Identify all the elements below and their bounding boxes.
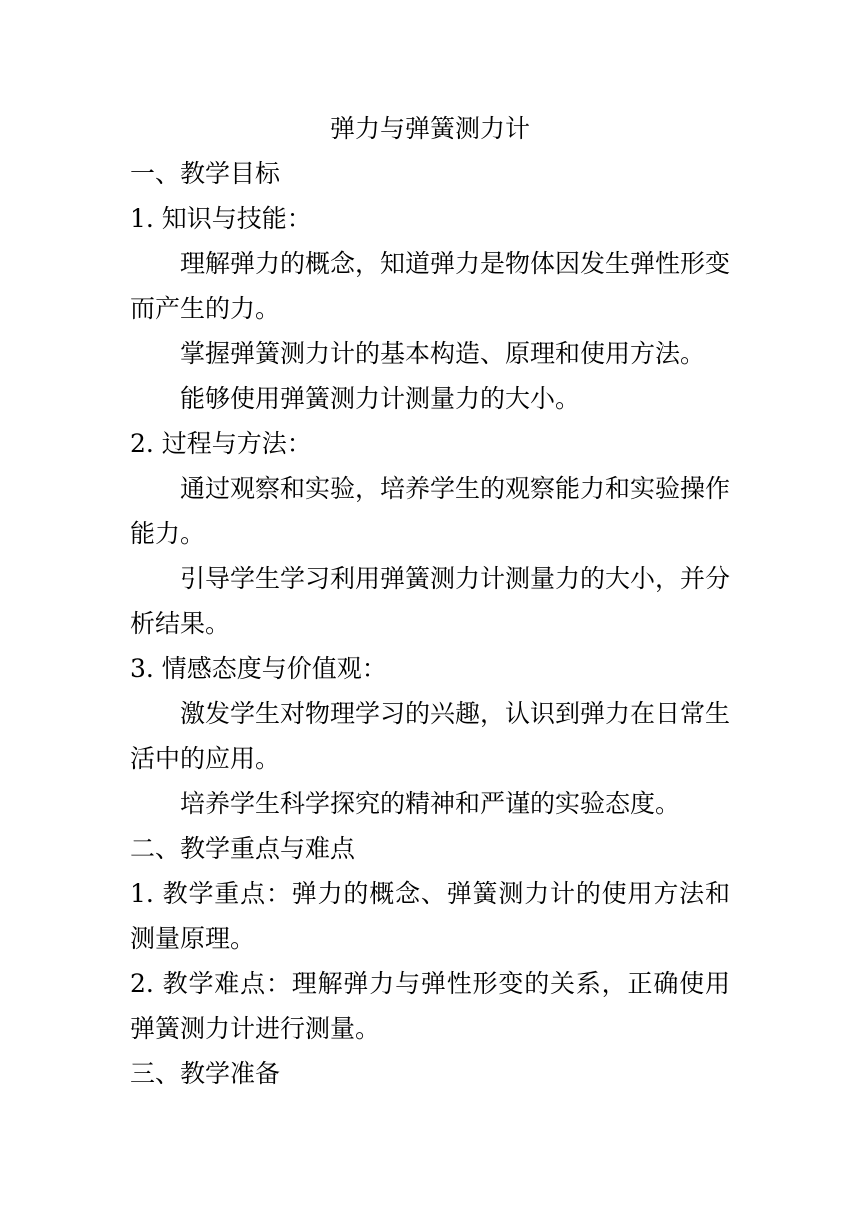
- objective-paragraph: 理解弹力的概念，知道弹力是物体因发生弹性形变而产生的力。: [130, 249, 731, 323]
- section-heading-objectives: 一、教学目标: [130, 159, 281, 188]
- objective-label-knowledge: 1. 知识与技能：: [130, 204, 312, 233]
- section-heading-key-points: 二、教学重点与难点: [130, 834, 356, 863]
- document-body: [130, 106, 730, 1096]
- document-title: 弹力与弹簧测力计: [329, 114, 530, 143]
- objective-label-attitude: 3. 情感态度与价值观：: [130, 654, 387, 683]
- objective-paragraph: 通过观察和实验，培养学生的观察能力和实验操作能力。: [130, 474, 731, 548]
- objective-paragraph: 能够使用弹簧测力计测量力的大小。: [180, 384, 581, 413]
- objective-label-process: 2. 过程与方法：: [130, 429, 312, 458]
- objective-paragraph: 激发学生对物理学习的兴趣，认识到弹力在日常生活中的应用。: [130, 699, 731, 773]
- objective-paragraph: 培养学生科学探究的精神和严谨的实验态度。: [180, 789, 681, 818]
- objective-paragraph: 引导学生学习利用弹簧测力计测量力的大小，并分析结果。: [130, 564, 731, 638]
- key-point-item: 1. 教学重点：弹力的概念、弹簧测力计的使用方法和测量原理。: [130, 879, 730, 953]
- difficulty-item: 2. 教学难点：理解弹力与弹性形变的关系，正确使用弹簧测力计进行测量。: [130, 969, 730, 1043]
- objective-paragraph: 掌握弹簧测力计的基本构造、原理和使用方法。: [180, 339, 706, 368]
- section-heading-preparation: 三、教学准备: [130, 1059, 281, 1088]
